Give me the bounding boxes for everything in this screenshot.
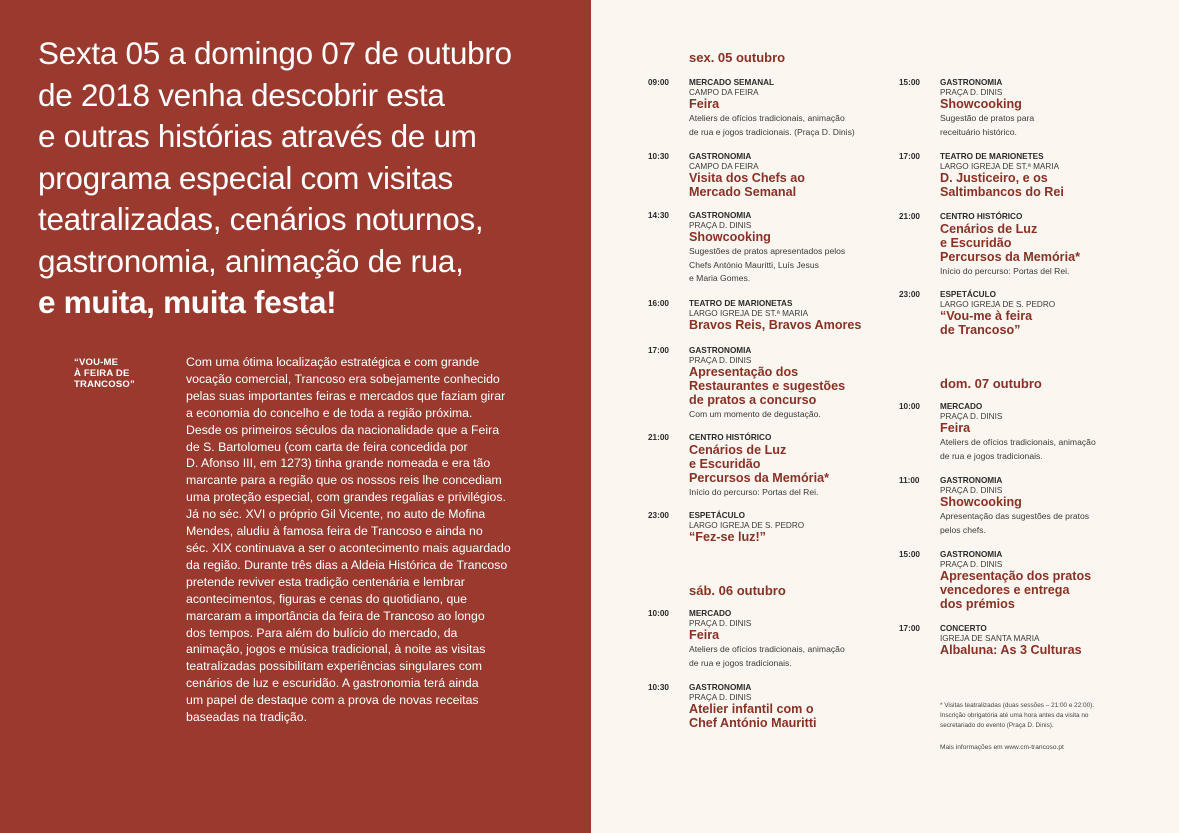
event-title [689,230,888,244]
footnote-line: Inscrição obrigatória até uma hora antes da visita no [940,712,1089,719]
event-place: PRAÇA D. DINIS [689,618,752,628]
event-time: 17:00 [899,624,920,633]
event-title [940,97,1169,111]
event-title-line: “Vou-me à feira [940,309,1033,323]
event-desc-line: Com um momento de degustação. [689,409,821,419]
text-line: cenários de luz e escuridão. A gastronomia terá ainda [186,676,479,691]
event-desc-line: e Maria Gomes. [689,273,751,284]
event-time: 10:30 [648,683,669,692]
event-body [689,211,888,286]
text-line: pelas suas importantes feiras e mercados que faziam girar [186,388,506,403]
event-category: CONCERTO [940,624,987,633]
event-title [689,443,888,485]
event-body [689,683,888,730]
event-title-line: Percursos da Memória* [940,249,1080,264]
text-line: pretende reviver esta tradição centenária e lembrar [186,574,465,589]
history-text [186,354,526,726]
footnote-line: secretariado do evento (Praça D. Dinis). [940,722,1054,729]
event-place: PRAÇA D. DINIS [940,485,1003,495]
text-line: teatralizadas possibilitam experiências singulares com [186,659,482,674]
event-place: LARGO IGREJA DE S. PEDRO [689,520,805,530]
event-title-line: “Fez-se luz!” [689,530,766,544]
event-time: 11:00 [899,476,920,485]
event-category: MERCADO [689,609,732,618]
event-title [940,222,1169,264]
event-time: 23:00 [648,511,669,520]
event-body [940,550,1169,611]
event-time: 21:00 [648,433,669,442]
event-title [689,628,888,642]
headline-line: e outras histórias através de um [38,118,477,154]
event-body [689,346,888,422]
text-line: a economia do concelho e de toda a região próxima. [186,405,473,420]
event-category: ESPETÁCULO [940,290,996,299]
event-title-line: Percursos da Memória* [689,470,829,485]
event-title-line: Apresentação dos pratos [940,569,1092,583]
event-desc-line: pelos chefs. [940,524,986,535]
event-description [689,112,888,139]
side-label-line: TRANCOSO” [74,379,135,390]
text-line: Já no séc. XVI o próprio Gil Vicente, no auto de Mofina [186,507,486,522]
event-time: 14:30 [648,211,669,220]
event-time: 15:00 [899,550,920,559]
event-title-line: Apresentação dos [689,365,799,379]
event-body [940,212,1169,278]
day-heading: dom. 07 outubro [940,376,1042,391]
event-title-line: Showcooking [940,495,1022,509]
event-place: PRAÇA D. DINIS [940,411,1003,421]
event-body [689,299,888,332]
event-description [940,112,1169,139]
event-place: PRAÇA D. DINIS [940,87,1003,97]
event-place: CAMPO DA FEIRA [689,161,759,171]
text-line: baseadas na tradição. [186,710,308,725]
event-desc-line: Sugestões de pratos apresentados pelos [689,246,846,256]
text-line: D. Afonso III, em 1273) tinha grande nomeada e era tão [186,456,491,471]
event-place: LARGO IGREJA DE ST.ª MARIA [940,161,1060,171]
text-line: séc. XIX continuava a ser o acontecimento mais aguardado [186,540,511,555]
event-title-line: Feira [689,97,720,111]
headline [38,33,578,324]
event-title-line: Feira [940,421,971,435]
event-desc-line: Ateliers de ofícios tradicionais, animação [689,113,845,123]
event-title-line: Chef António Mauritti [689,716,817,730]
text-line: de S. Bartolomeu (com carta de feira concedida por [186,439,468,454]
event-title-line: Mercado Semanal [689,185,797,199]
event-body [689,78,888,139]
event-category: MERCADO [940,402,983,411]
event-title-line: Visita dos Chefs ao [689,171,805,185]
event-category: GASTRONOMIA [940,78,1003,87]
event-category: ESPETÁCULO [689,511,745,520]
event-category: GASTRONOMIA [689,211,752,220]
event-place: PRAÇA D. DINIS [689,220,752,230]
event-title [940,309,1169,337]
event-title [940,643,1169,657]
event-category: GASTRONOMIA [940,476,1003,485]
event-title [689,702,888,730]
event-title [689,97,888,111]
event-place: PRAÇA D. DINIS [940,559,1003,569]
text-line: animação, jogos e música tradicional, à noite as visitas [186,642,486,657]
event-title-line: dos prémios [940,597,1015,611]
event-category: CENTRO HISTÓRICO [940,212,1023,221]
event-body [940,78,1169,139]
event-description [689,245,888,286]
event-category: GASTRONOMIA [940,550,1003,559]
event-description [940,436,1169,463]
event-title-line: Showcooking [940,97,1022,111]
event-title-line: e Escuridão [940,235,1012,250]
text-line: acontecimentos, figuras e cenas do quotidiano, que [186,591,467,606]
headline-line: programa especial com visitas [38,159,453,196]
event-body [940,476,1169,537]
text-line: Mendes, aludiu à famosa feira de Trancoso e ainda no [186,524,483,539]
event-desc-line: de rua e jogos tradicionais. (Praça D. Dinis) [689,126,855,137]
event-title [689,318,888,332]
headline-line: gastronomia, animação de rua, [38,242,464,279]
event-title [940,421,1169,435]
text-line: Desde os primeiros séculos da nacionalidade que a Feira [186,422,500,437]
event-category: GASTRONOMIA [689,683,752,692]
text-line: uma proteção especial, com grandes regalias e privilégios. [186,490,506,505]
text-line: marcaram a importância da feira de Trancoso ao longo [186,608,485,623]
event-body [689,433,888,499]
event-title-line: Restaurantes e sugestões [689,379,846,393]
side-label-line: À FEIRA DE [74,368,130,379]
headline-emphasis: e muita, muita festa! [38,284,337,320]
text-line: Com uma ótima localização estratégica e com grande [186,355,480,369]
event-description [689,486,888,500]
event-title-line: Atelier infantil com o [689,702,814,716]
event-description [940,510,1169,537]
event-desc-line: de rua e jogos tradicionais. [689,657,792,668]
event-title [689,530,888,544]
event-title-line: Showcooking [689,230,771,244]
event-body [940,402,1169,463]
event-title-line: Cenários de Luz [940,221,1038,236]
footnote-line: * Visitas teatralizadas (duas sessões – 21:00 e 22:00). [940,702,1095,709]
schedule-panel [591,0,1179,833]
event-category: GASTRONOMIA [689,346,752,355]
event-title-line: Feira [689,628,720,642]
event-desc-line: Início do percurso: Portas del Rei. [689,486,819,497]
event-time: 21:00 [899,212,920,221]
event-title-line: D. Justiceiro, e os [940,171,1048,185]
text-line: marcante para a região que os nossos reis lhe concediam [186,473,502,488]
event-time: 15:00 [899,78,920,87]
event-time: 16:00 [648,299,669,308]
headline-line: de 2018 venha descobrir esta [38,76,445,113]
more-info-link[interactable]: Mais informações em www.cm-trancoso.pt [940,744,1064,751]
event-body [689,511,888,544]
event-time: 17:00 [648,346,669,355]
event-title-line: de pratos a concurso [689,393,817,407]
event-body [940,624,1169,657]
event-body [689,152,888,199]
text-line: vocação comercial, Trancoso era sobejamente conhecido [186,371,500,386]
event-desc-line: Ateliers de ofícios tradicionais, animação [940,437,1096,447]
event-category: TEATRO DE MARIONETAS [689,299,793,308]
day-heading: sáb. 06 outubro [689,583,786,598]
event-body [940,290,1169,337]
event-desc-line: Ateliers de ofícios tradicionais, animação [689,644,845,654]
event-time: 10:30 [648,152,669,161]
text-line: um papel de destaque com a prova de novas receitas [186,693,479,708]
event-title-line: de Trancoso” [940,323,1021,337]
side-label-line: “VOU-ME [74,357,119,368]
event-body [940,152,1169,199]
event-desc-line: Sugestão de pratos para [940,113,1035,123]
event-title-line: Saltimbancos do Rei [940,185,1064,199]
footnote [940,701,1170,731]
event-description [689,408,888,422]
event-place: IGREJA DE SANTA MARIA [940,633,1040,643]
text-line: dos tempos. Para além do bulício do mercado, da [186,625,458,640]
event-title [689,171,888,199]
headline-line: teatralizadas, cenários noturnos, [38,201,484,237]
event-place: PRAÇA D. DINIS [689,692,752,702]
event-title-line: vencedores e entrega [940,583,1070,597]
event-place: LARGO IGREJA DE ST.ª MARIA [689,308,809,318]
event-title [940,569,1169,611]
event-category: MERCADO SEMANAL [689,78,775,87]
event-category: GASTRONOMIA [689,152,752,161]
event-category: CENTRO HISTÓRICO [689,433,772,442]
event-place: LARGO IGREJA DE S. PEDRO [940,299,1056,309]
event-desc-line: Chefs António Mauritti, Luís Jesus [689,259,819,270]
event-desc-line: receituário histórico. [940,126,1017,137]
event-title-line: e Escuridão [689,456,761,471]
event-time: 17:00 [899,152,920,161]
event-description [940,265,1169,279]
event-time: 09:00 [648,78,669,87]
text-line: da região. Durante três dias a Aldeia Histórica de Trancoso [186,557,508,572]
event-title [689,365,888,407]
event-title-line: Cenários de Luz [689,442,787,457]
event-body [689,609,888,670]
event-desc-line: Apresentação das sugestões de pratos [940,511,1090,521]
headline-line: Sexta 05 a domingo 07 de outubro [38,35,512,71]
side-label [74,357,164,390]
event-title [940,171,1169,199]
day-heading: sex. 05 outubro [689,50,786,65]
event-time: 23:00 [899,290,920,299]
event-time: 10:00 [899,402,920,411]
event-place: CAMPO DA FEIRA [689,87,759,97]
event-desc-line: Início do percurso: Portas del Rei. [940,265,1070,276]
event-desc-line: de rua e jogos tradicionais. [940,450,1043,461]
event-time: 10:00 [648,609,669,618]
event-title [940,495,1169,509]
event-title-line: Bravos Reis, Bravos Amores [689,318,862,332]
event-title-line: Albaluna: As 3 Culturas [940,643,1082,657]
event-category: TEATRO DE MARIONETES [940,152,1044,161]
event-description [689,643,888,670]
event-place: PRAÇA D. DINIS [689,355,752,365]
